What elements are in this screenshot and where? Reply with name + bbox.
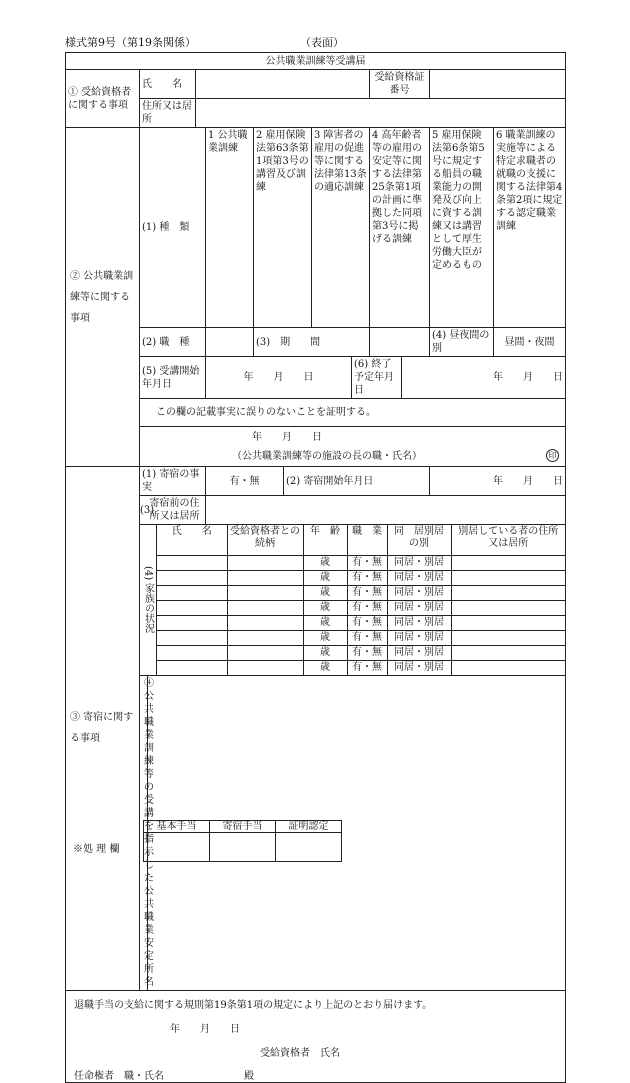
side-label: （表面） (300, 36, 344, 49)
family-age-cell[interactable]: 歳 (303, 645, 347, 660)
cert-statement: この欄の記載事実に誤りのないことを証明する。 (140, 399, 566, 427)
lodging-fact-label: (1) 寄宿の事実 (140, 467, 206, 496)
prev-address-label: 寄宿前の住所又は居所 (148, 496, 206, 525)
family-relation-cell[interactable] (227, 630, 303, 645)
family-name-cell[interactable] (157, 570, 227, 585)
family-relation-cell[interactable] (227, 585, 303, 600)
table-row (157, 645, 565, 660)
family-relation-cell[interactable] (227, 615, 303, 630)
training-type-2[interactable]: 2 雇用保険法第63条第1項第3号の講習及び訓練 (254, 128, 312, 328)
name-label: 氏 名 (140, 70, 196, 99)
family-relation-cell[interactable] (227, 645, 303, 660)
family-live-cell[interactable]: 同居・別居 (387, 585, 451, 600)
table-row (157, 630, 565, 645)
family-job-cell[interactable]: 有・無 (347, 555, 387, 570)
prev-address-num: (3) (140, 496, 148, 525)
family-table (157, 525, 565, 675)
family-age-cell[interactable]: 歳 (303, 570, 347, 585)
family-job-cell[interactable]: 有・無 (347, 660, 387, 675)
cert-no-field[interactable] (430, 70, 566, 99)
address-label: 住所又は居所 (140, 99, 196, 128)
family-name-cell[interactable] (157, 555, 227, 570)
training-type-4[interactable]: 4 高年齢者等の雇用の安定等に関する法律第25条第1項の計画に準拠した同項第3号に掲げる訓練 (370, 128, 430, 328)
to-label: 任命権者 職・氏名 (74, 1070, 164, 1082)
cert-no-label: 受給資格証番号 (370, 70, 430, 99)
declaration-text: 退職手当の支給に関する規則第19条第1項の規定により上記のとおり届けます。 (74, 999, 433, 1011)
family-age-cell[interactable]: 歳 (303, 615, 347, 630)
section4-label: ④ 公共職業訓練等の受講を指示した公共職業安定所名 (140, 675, 148, 990)
family-age-cell[interactable]: 歳 (303, 600, 347, 615)
family-name-cell[interactable] (157, 615, 227, 630)
seal-mark: 印 (546, 449, 559, 462)
family-name-cell[interactable] (157, 585, 227, 600)
family-age-cell[interactable]: 歳 (303, 630, 347, 645)
family-address-cell[interactable] (451, 570, 565, 585)
form-number: 様式第9号（第19条関係） (65, 36, 196, 49)
processing-header-lodging: 寄宿手当 (210, 821, 276, 833)
family-live-cell[interactable]: 同居・別居 (387, 600, 451, 615)
processing-basic-field[interactable] (144, 833, 210, 862)
start-date-field[interactable]: 年 月 日 (206, 357, 352, 399)
table-row (157, 555, 565, 570)
processing-cert-field[interactable] (276, 833, 342, 862)
family-name-cell[interactable] (157, 645, 227, 660)
family-relation-cell[interactable] (227, 570, 303, 585)
table-row (157, 570, 565, 585)
declaration-date: 年 月 日 (170, 1023, 240, 1035)
family-header-age: 年 齢 (303, 525, 347, 555)
family-job-cell[interactable]: 有・無 (347, 630, 387, 645)
family-relation-cell[interactable] (227, 555, 303, 570)
processing-area (65, 820, 565, 862)
family-age-cell[interactable]: 歳 (303, 585, 347, 600)
section1-label: ① 受給資格者に関する事項 (66, 70, 140, 128)
family-live-cell[interactable]: 同居・別居 (387, 615, 451, 630)
family-header-address: 別居している者の住所又は居所 (451, 525, 565, 555)
end-date-field[interactable]: 年 月 日 (402, 357, 566, 399)
table-row (157, 600, 565, 615)
daynight-label: (4) 昼夜間の別 (430, 328, 494, 357)
cert-date: 年 月 日 (252, 431, 322, 443)
family-label: (4) 家族の状況 (140, 525, 157, 675)
family-name-cell[interactable] (157, 660, 227, 675)
family-address-cell[interactable] (451, 645, 565, 660)
section3-label: ③ 寄宿に関する事項 (66, 467, 140, 991)
family-relation-cell[interactable] (227, 660, 303, 675)
period-field[interactable] (370, 328, 430, 357)
family-address-cell[interactable] (451, 615, 565, 630)
family-header-relation: 受給資格者との続柄 (227, 525, 303, 555)
cert-signature-block (140, 427, 566, 467)
lodging-fact-value[interactable]: 有・無 (206, 467, 284, 496)
family-job-cell[interactable]: 有・無 (347, 600, 387, 615)
daynight-value[interactable]: 昼間・夜間 (494, 328, 566, 357)
family-address-cell[interactable] (451, 585, 565, 600)
type-label: (1) 種 類 (140, 128, 206, 328)
training-type-1[interactable]: 1 公共職業訓練 (206, 128, 254, 328)
cert-signer: （公共職業訓練等の施設の長の職・氏名） (232, 450, 422, 462)
to-suffix: 殿 (244, 1070, 254, 1082)
family-name-cell[interactable] (157, 600, 227, 615)
period-label: (3) 期 間 (254, 328, 370, 357)
processing-lodging-field[interactable] (210, 833, 276, 862)
family-age-cell[interactable]: 歳 (303, 555, 347, 570)
family-live-cell[interactable]: 同居・別居 (387, 570, 451, 585)
family-block (140, 525, 566, 676)
address-field[interactable] (196, 99, 566, 128)
family-job-cell[interactable]: 有・無 (347, 570, 387, 585)
family-live-cell[interactable]: 同居・別居 (387, 630, 451, 645)
family-address-cell[interactable] (451, 555, 565, 570)
family-address-cell[interactable] (451, 630, 565, 645)
family-live-cell[interactable]: 同居・別居 (387, 660, 451, 675)
family-header-job: 職 業 (347, 525, 387, 555)
family-live-cell[interactable]: 同居・別居 (387, 555, 451, 570)
family-name-cell[interactable] (157, 630, 227, 645)
table-row (157, 615, 565, 630)
end-date-label: (6) 終了予定年月日 (352, 357, 402, 399)
prev-address-field[interactable] (206, 496, 566, 525)
applicant-label: 受給資格者 氏名 (260, 1047, 340, 1059)
family-live-cell[interactable]: 同居・別居 (387, 645, 451, 660)
family-header-live: 同 居別居の別 (387, 525, 451, 555)
section2-label: ② 公共職業訓練等に関する事項 (66, 128, 140, 467)
form-table (65, 52, 566, 1083)
lodging-start-field[interactable]: 年 月 日 (430, 467, 566, 496)
family-header-name: 氏 名 (157, 525, 227, 555)
family-job-cell[interactable]: 有・無 (347, 585, 387, 600)
processing-label: ※処 理 欄 (73, 844, 120, 855)
family-address-cell[interactable] (451, 600, 565, 615)
processing-header-cert: 証明認定 (276, 821, 342, 833)
family-age-cell[interactable]: 歳 (303, 660, 347, 675)
table-row (157, 660, 565, 675)
form-title: 公共職業訓練等受講届 (66, 53, 566, 70)
family-relation-cell[interactable] (227, 600, 303, 615)
lodging-start-label: (2) 寄宿開始年月日 (284, 467, 430, 496)
job-label: (2) 職 種 (140, 328, 206, 357)
table-row (157, 585, 565, 600)
training-type-3[interactable]: 3 障害者の雇用の促進等に関する法律第13条の適応訓練 (312, 128, 370, 328)
declaration-block (66, 990, 566, 1082)
processing-header-basic: 基本手当 (144, 821, 210, 833)
start-date-label: (5) 受講開始年月日 (140, 357, 206, 399)
processing-table (143, 820, 342, 862)
family-job-cell[interactable]: 有・無 (347, 645, 387, 660)
training-type-5[interactable]: 5 雇用保険法第6条第5号に規定する船員の職業能力の開発及び向上に資する訓練又は講習として厚生労働大臣が定めるもの (430, 128, 494, 328)
training-type-6[interactable]: 6 職業訓練の実施等による特定求職者の就職の支援に関する法律第4条第2項に規定する認定職業訓練 (494, 128, 566, 328)
family-address-cell[interactable] (451, 660, 565, 675)
family-job-cell[interactable]: 有・無 (347, 615, 387, 630)
job-field[interactable] (206, 328, 254, 357)
name-field[interactable] (196, 70, 370, 99)
